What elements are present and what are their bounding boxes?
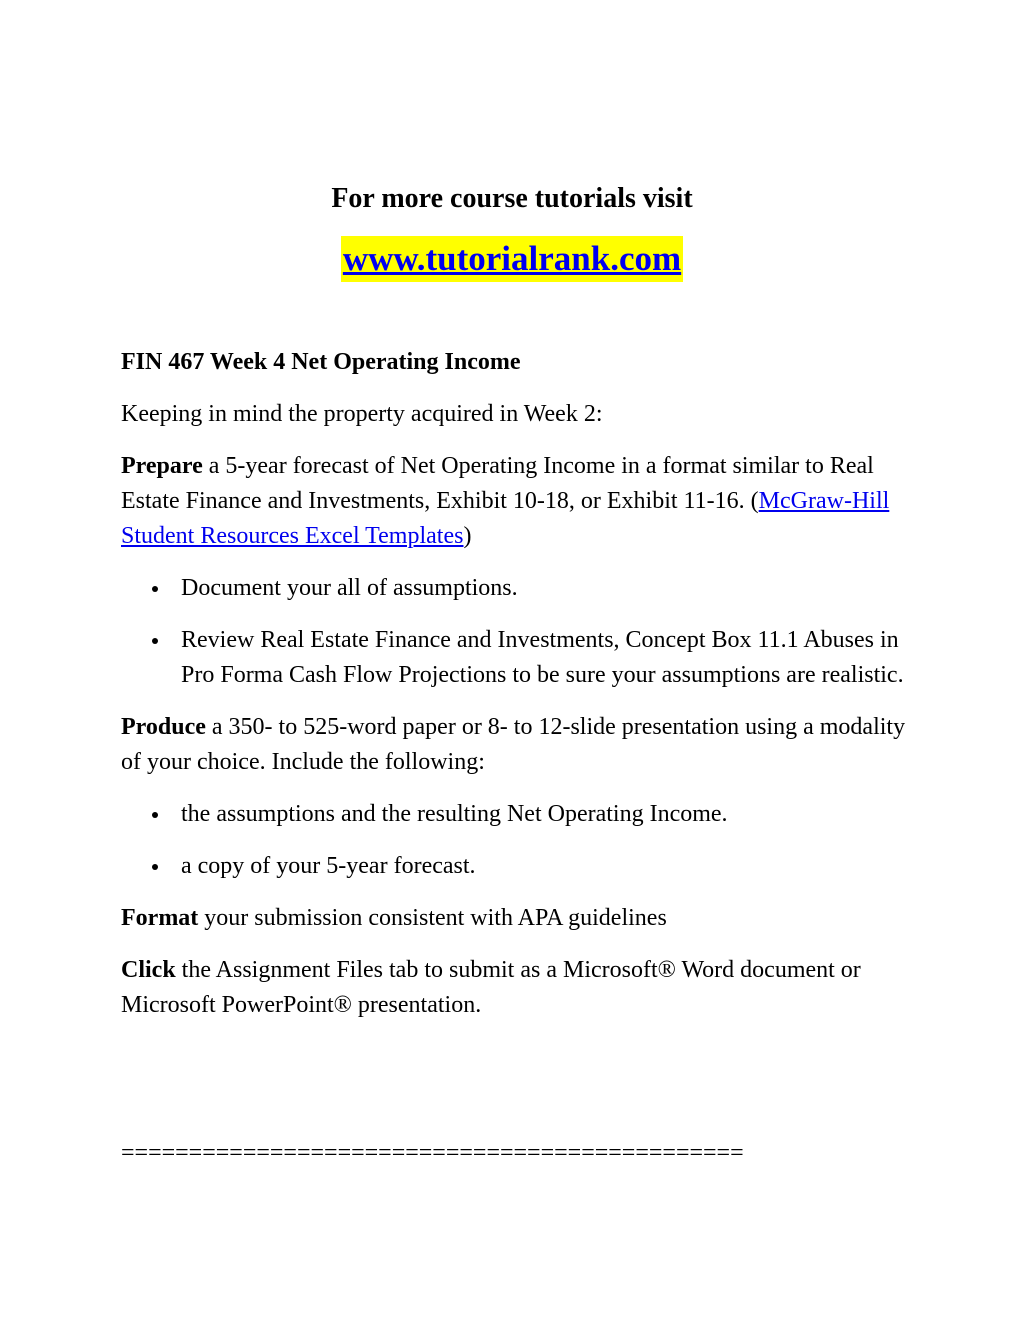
format-text: your submission consistent with APA guidelines: [198, 905, 667, 931]
click-text: the Assignment Files tab to submit as a Microsoft® Word document or Microsoft PowerPoint® presentation.: [121, 957, 861, 1018]
separator-line: ==============================================: [121, 1140, 744, 1166]
site-link-row: [0, 236, 1024, 289]
assignment-content: [121, 345, 911, 1040]
produce-text: a 350- to 525-word paper or 8- to 12-slide presentation using a modality of your choice. Include the following:: [121, 714, 906, 775]
list-item: [121, 797, 911, 832]
produce-paragraph: [121, 710, 911, 780]
produce-lead: Produce: [121, 714, 206, 740]
list-item: [121, 623, 911, 693]
prepare-paragraph: [121, 449, 911, 554]
format-paragraph: [121, 901, 911, 936]
list-item-text: a copy of your 5-year forecast.: [181, 853, 476, 879]
excel-templates-link[interactable]: McGraw-Hill Student Resources Excel Templates: [121, 488, 890, 549]
visit-heading: For more course tutorials visit: [331, 183, 693, 214]
list-item: [121, 571, 911, 606]
prepare-lead: Prepare: [121, 453, 203, 479]
click-paragraph: [121, 953, 911, 1023]
assignment-title: FIN 467 Week 4 Net Operating Income: [121, 349, 521, 375]
bullet-icon: [152, 864, 158, 870]
prepare-close: ): [463, 523, 472, 549]
click-lead: Click: [121, 957, 176, 983]
list-item: [121, 849, 911, 884]
list-item-text: Review Real Estate Finance and Investments, Concept Box 11.1 Abuses in Pro Forma Cash Flow Projections to be sure your assumptions are realistic.: [181, 627, 904, 688]
format-lead: Format: [121, 905, 199, 931]
produce-bullet-list: [121, 797, 911, 884]
prepare-text: a 5-year forecast of Net Operating Income in a format similar to Real Estate Finance and Investments, Exhibit 10-18, or Exhibit 11-16. (: [121, 453, 874, 514]
list-item-text: the assumptions and the resulting Net Operating Income.: [181, 801, 728, 827]
list-item-text: Document your all of assumptions.: [181, 575, 518, 601]
prepare-bullet-list: [121, 571, 911, 693]
tutorialrank-link[interactable]: www.tutorialrank.com: [341, 236, 683, 282]
bullet-icon: [152, 812, 158, 818]
bullet-icon: [152, 638, 158, 644]
intro-paragraph: Keeping in mind the property acquired in Week 2:: [121, 401, 603, 427]
bullet-icon: [152, 586, 158, 592]
